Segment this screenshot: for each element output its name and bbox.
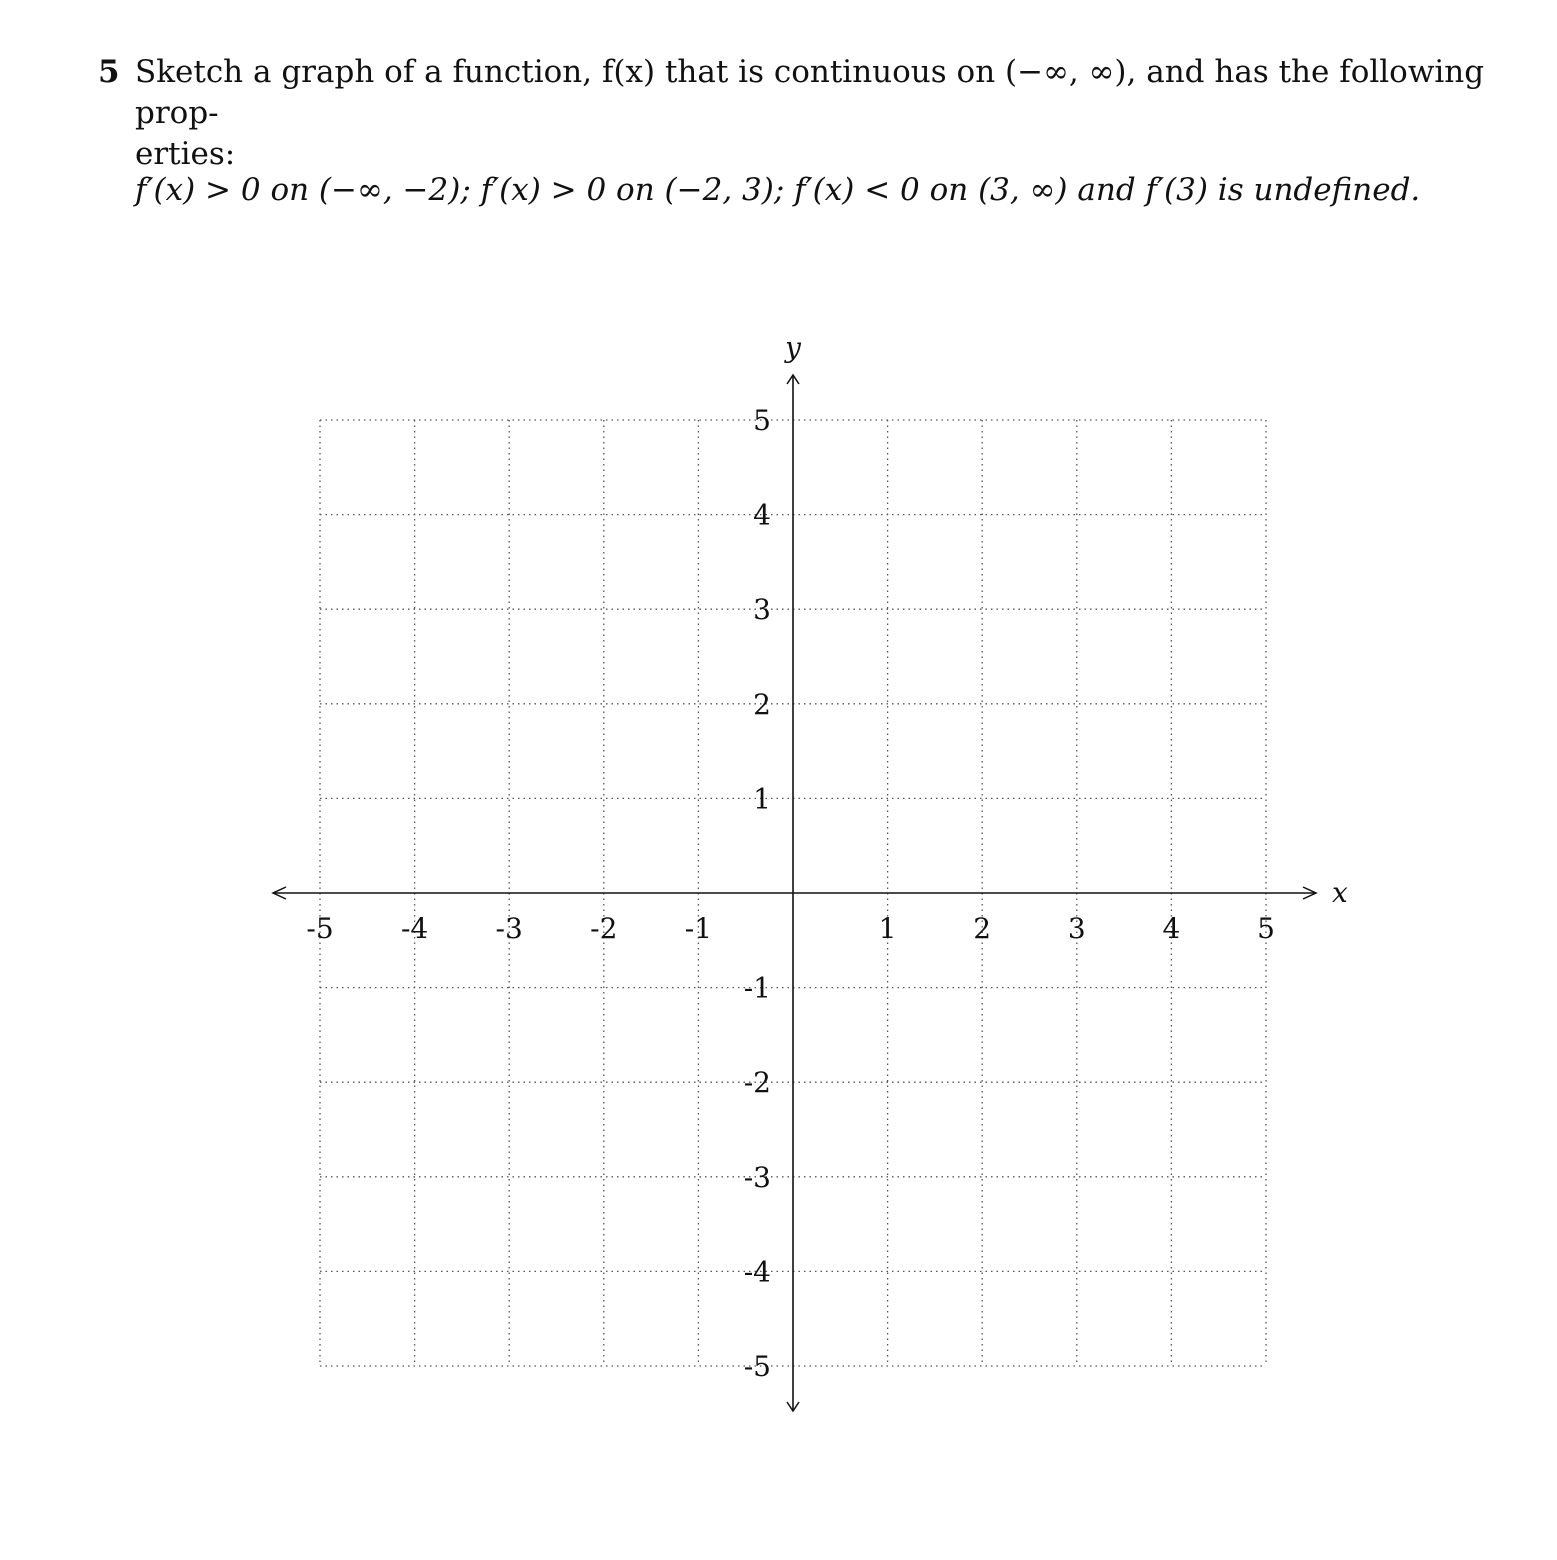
axes	[273, 375, 1316, 1411]
y-tick-label: 4	[753, 498, 771, 532]
problem-text-line-2: erties:	[135, 136, 236, 172]
y-tick-label: -4	[743, 1255, 771, 1289]
y-tick-label: 1	[753, 782, 771, 816]
derivative-properties: f′(x) > 0 on (−∞, −2); f′(x) > 0 on (−2, 3); f′(x) < 0 on (3, ∞) and f′(3) is undefined.	[135, 172, 1421, 208]
problem-number: 5	[98, 54, 120, 90]
axis-labels	[783, 331, 1348, 909]
x-axis-label: x	[1332, 876, 1348, 909]
y-tick-label: -1	[743, 971, 771, 1005]
y-tick-label: -3	[743, 1160, 771, 1194]
y-tick-label: 3	[753, 593, 771, 627]
y-tick-label: -2	[743, 1066, 771, 1100]
x-tick-label: 1	[878, 912, 897, 945]
y-tick-label: 2	[753, 687, 771, 721]
x-tick-label: -3	[495, 912, 523, 945]
x-tick-label: 2	[973, 912, 992, 945]
x-tick-label: 4	[1162, 912, 1181, 945]
x-tick-label: -4	[400, 912, 429, 945]
x-tick-label: -2	[590, 912, 618, 945]
x-tick-label: 5	[1257, 912, 1275, 945]
y-tick-label: -5	[743, 1350, 771, 1383]
x-tick-label: -1	[684, 912, 713, 945]
problem-text-line-1: Sketch a graph of a function, f(x) that is continuous on (−∞, ∞), and has the following prop-	[135, 54, 1485, 131]
x-tick-label: 3	[1067, 912, 1086, 945]
y-tick-label: 5	[753, 404, 771, 437]
y-axis-label: y	[785, 331, 801, 364]
x-tick-label: -5	[306, 912, 334, 945]
x-tick-labels	[306, 912, 1275, 945]
